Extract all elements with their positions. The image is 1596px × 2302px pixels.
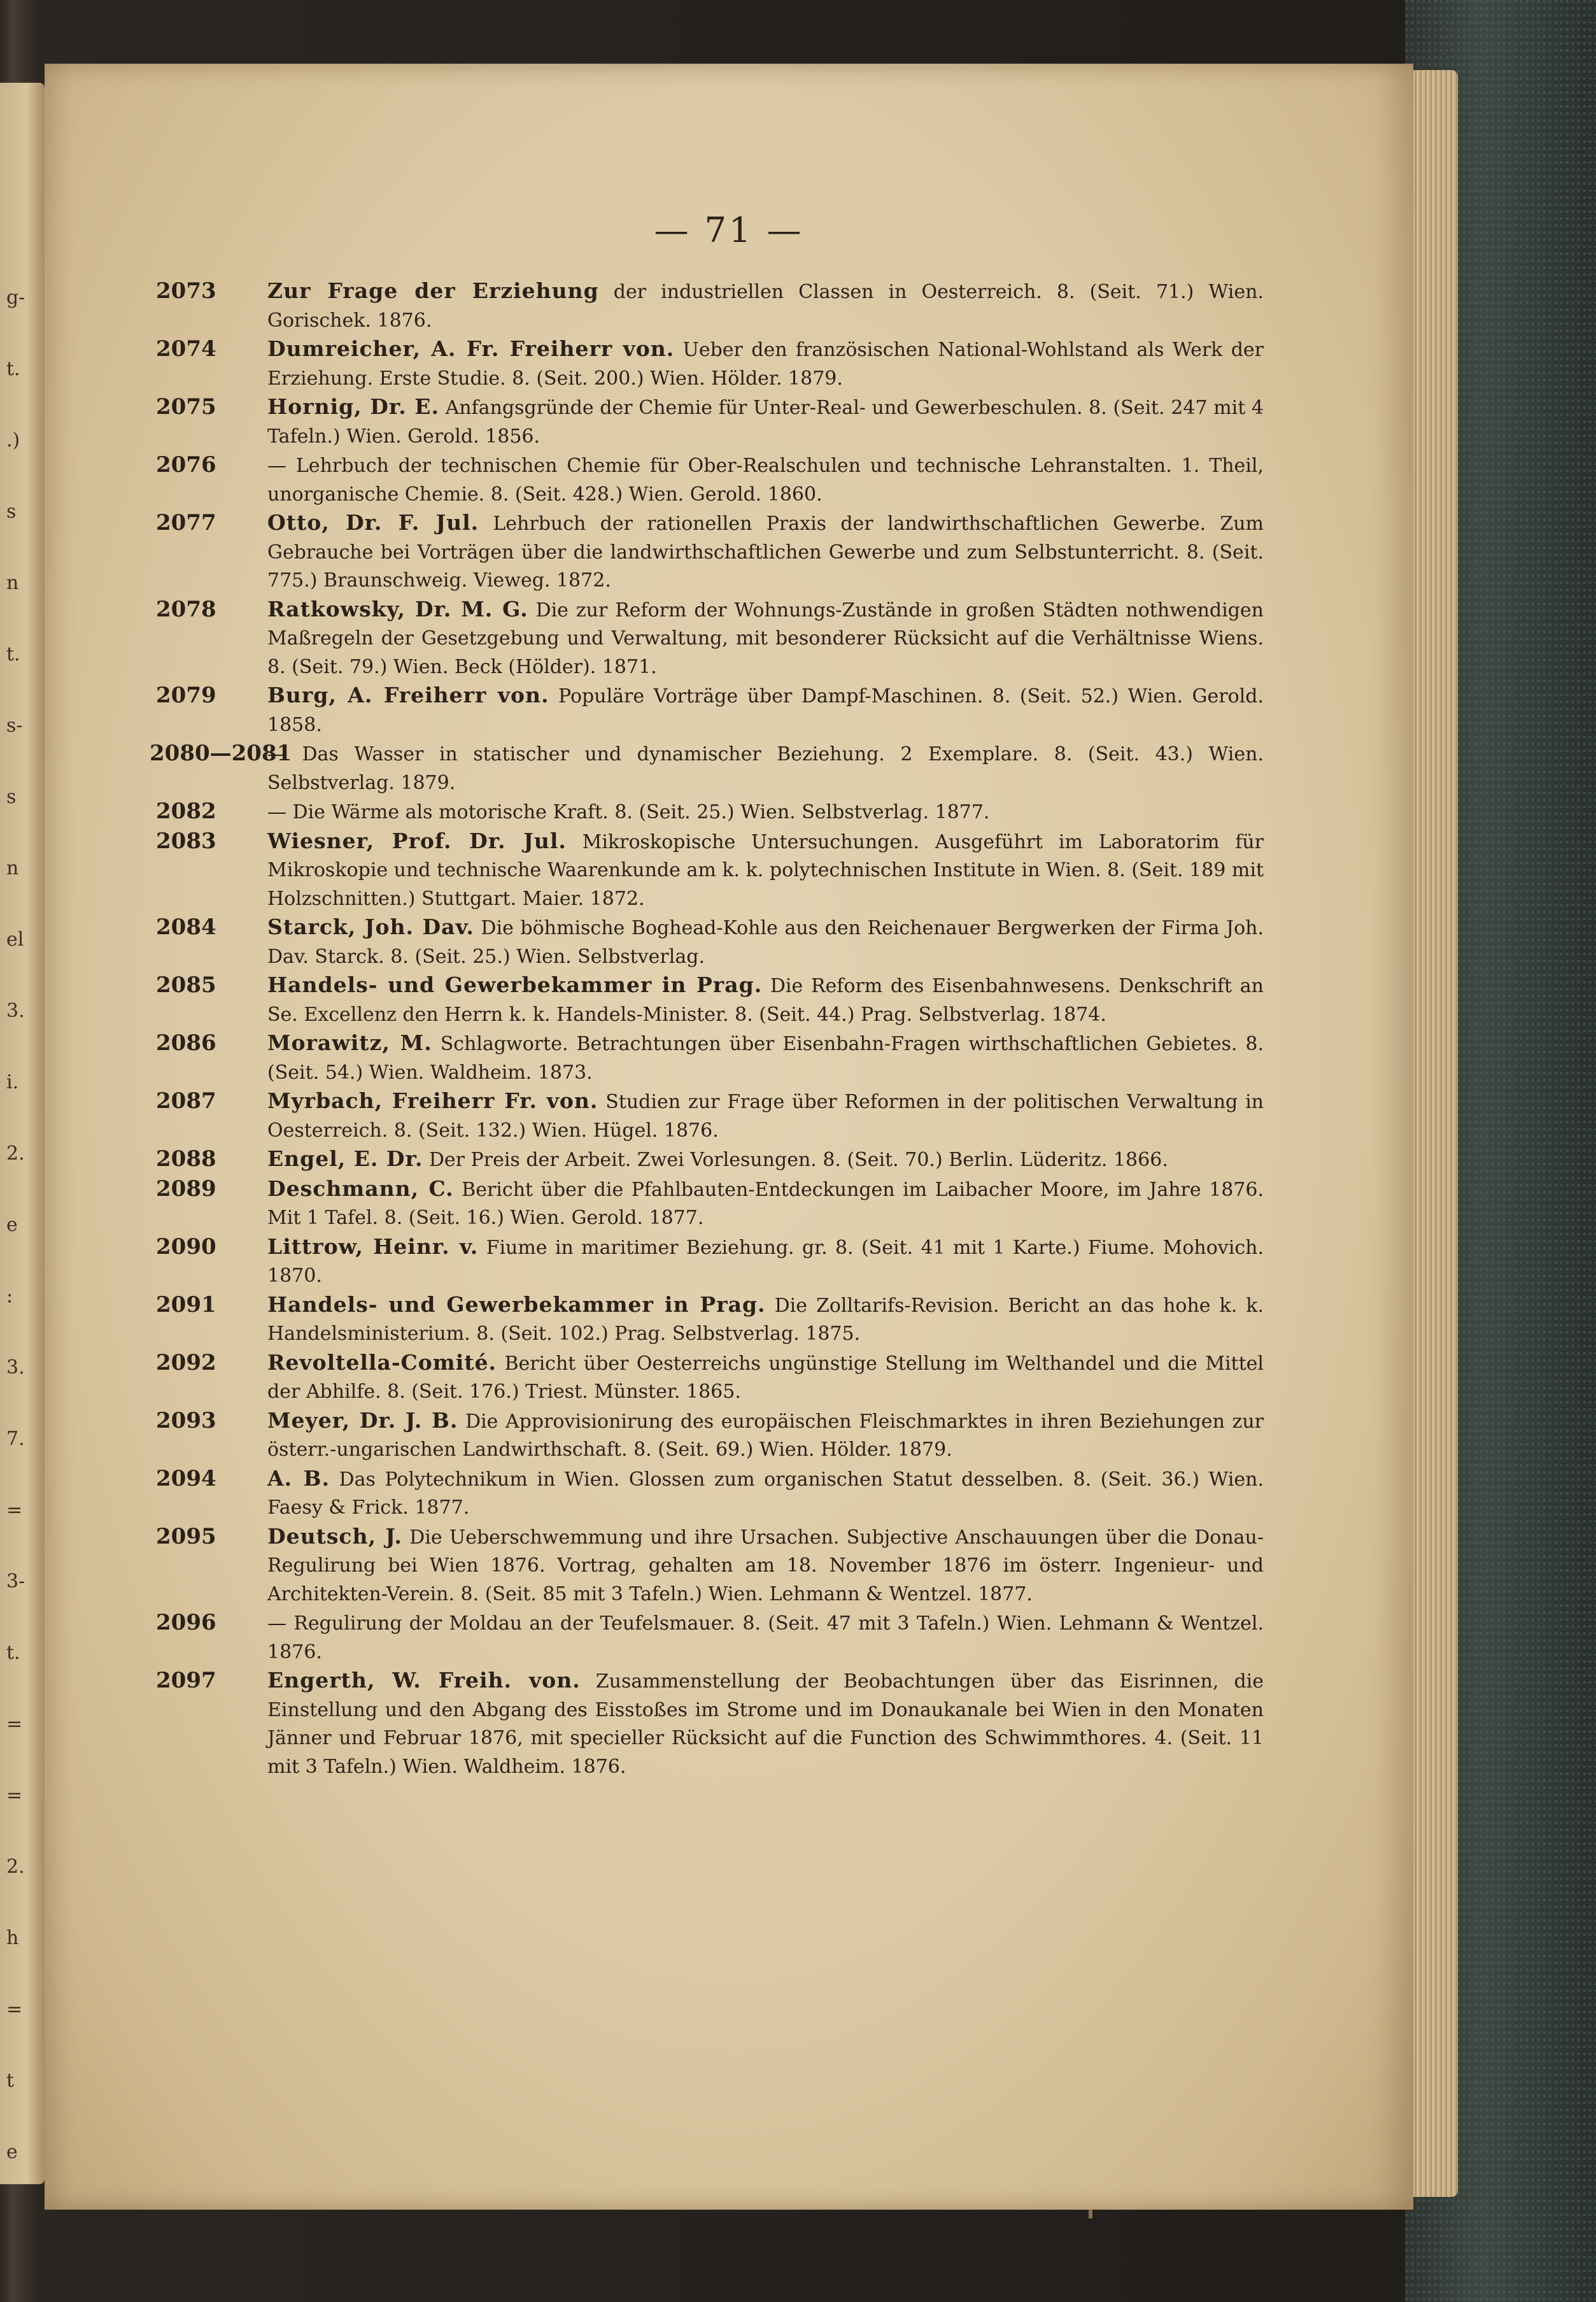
facing-page-fragment: : — [6, 1285, 13, 1307]
catalog-entry — [156, 1465, 1264, 1523]
entry-description: Das Polytechnikum in Wien. Glossen zum organischen Statut desselben. 8. (Seit. 36.) Wien. Faesy & Frick. 1877. — [267, 1468, 1264, 1519]
facing-page-fragment: i. — [6, 1071, 19, 1093]
facing-page-fragment: t. — [6, 358, 20, 380]
entry-number: 2090 — [156, 1233, 216, 1260]
entry-number: 2086 — [156, 1030, 216, 1056]
catalog-entry — [156, 1349, 1264, 1407]
catalog-entry — [156, 1666, 1264, 1781]
entry-number: 2092 — [156, 1349, 216, 1375]
entry-author: Handels- und Gewerbekammer in Prag. — [267, 972, 763, 997]
entry-author: Zur Frage der Erziehung — [267, 278, 599, 303]
entry-author: Morawitz, M. — [267, 1030, 432, 1055]
entry-author: Deschmann, C. — [267, 1176, 454, 1201]
facing-page-fragment: e — [6, 2141, 18, 2163]
catalog-entry — [156, 595, 1264, 682]
entry-author: Burg, A. Freiherr von. — [267, 683, 549, 707]
entry-number: 2096 — [156, 1610, 216, 1635]
facing-page-edge — [0, 83, 45, 2184]
entry-description: — Regulirung der Moldau an der Teufelsmauer. 8. (Seit. 47 mit 3 Tafeln.) Wien. Lehmann & Wentzel. 1876. — [267, 1612, 1264, 1663]
catalog-entry — [156, 797, 1264, 827]
entry-description: Bericht über Oesterreichs ungünstige Stellung im Welthandel und die Mittel der Abhilfe. 8. (Seit. 176.) Triest. Münster. 1865. — [267, 1352, 1264, 1403]
entry-number: 2094 — [156, 1465, 216, 1491]
facing-page-fragment: t. — [6, 643, 20, 665]
entry-number: 2089 — [156, 1176, 216, 1202]
catalog-entry — [156, 971, 1264, 1029]
catalog-entry — [156, 1407, 1264, 1465]
entry-number: 2097 — [156, 1668, 216, 1693]
entry-description: Die Reform des Eisenbahnwesens. Denkschrift an Se. Excellenz den Herrn k. k. Handels-Minister. 8. (Seit. 44.) Prag. Selbstverlag. 1874. — [267, 975, 1264, 1026]
facing-page-fragment: s- — [6, 714, 23, 737]
facing-page-fragment: e — [6, 1214, 18, 1236]
catalog-entry — [156, 1145, 1264, 1175]
catalog-entry — [156, 1523, 1264, 1609]
entry-description: — Lehrbuch der technischen Chemie für Ober-Realschulen und technische Lehranstalten. 1. Theil, unorganische Chemie. 8. (Seit. 428.) Wien. Gerold. 1860. — [267, 455, 1264, 506]
entry-number: 2084 — [156, 914, 216, 940]
page-number: — 71 — — [654, 210, 804, 250]
entry-author: A. B. — [267, 1465, 330, 1491]
entry-author: Dumreicher, A. Fr. Freiherr von. — [267, 336, 675, 361]
entry-description: Populäre Vorträge über Dampf-Maschinen. 8. (Seit. 52.) Wien. Gerold. 1858. — [267, 685, 1264, 736]
entry-number: 2093 — [156, 1407, 216, 1433]
facing-page-fragment: n — [6, 572, 19, 594]
entry-author: Starck, Joh. Dav. — [267, 914, 474, 939]
entry-description: Schlagworte. Betrachtungen über Eisenbahn-Fragen wirthschaftlichen Gebietes. 8. (Seit. 54.) Wien. Waldheim. 1873. — [267, 1033, 1264, 1084]
entry-number: 2083 — [156, 828, 216, 854]
entry-description: Die Ueberschwemmung und ihre Ursachen. Subjective Anschauungen über die Donau-Regulirung bei Wien 1876. Vortrag, gehalten am 18. November 1876 im österr. Ingenieur- und Architekten-Verein. 8. (Seit. 85 mit 3 Tafeln.) Wien. Lehmann & Wentzel. 1877. — [267, 1526, 1264, 1605]
entry-description: Ueber den französischen National-Wohlstand als Werk der Erziehung. Erste Studie. 8. (Seit. 200.) Wien. Hölder. 1879. — [267, 339, 1264, 390]
facing-page-fragment: = — [6, 1713, 23, 1735]
facing-page-fragment: t — [6, 2070, 15, 2092]
facing-page-fragment: el — [6, 928, 24, 951]
facing-page-fragment: g- — [6, 287, 25, 309]
catalog-entry — [156, 1291, 1264, 1349]
facing-page-fragment: s — [6, 786, 17, 808]
entry-author: Engel, E. Dr. — [267, 1146, 423, 1171]
catalog-entry — [156, 509, 1264, 595]
facing-page-fragment: h — [6, 1927, 19, 1949]
entry-description: Bericht über die Pfahlbauten-Entdeckungen im Laibacher Moore, im Jahre 1876. Mit 1 Tafel. 8. (Seit. 16.) Wien. Gerold. 1877. — [267, 1178, 1264, 1229]
facing-page-fragment: s — [6, 501, 17, 523]
entry-number: 2073 — [156, 278, 216, 304]
entry-description: Zusammenstellung der Beobachtungen über das Eisrinnen, die Einstellung und den Abgang des Eisstoßes im Strome und im Donaukanale bei Wien in den Monaten Jänner und Februar 1876, mit specieller Rücksicht auf die Function des Schwimmthores. 4. (Seit. 11 mit 3 Tafeln.) Wien. Waldheim. 1876. — [267, 1670, 1264, 1778]
entry-number: 2079 — [156, 683, 216, 708]
catalog-entry — [156, 1233, 1264, 1291]
facing-page-fragment: = — [6, 1998, 23, 2021]
catalog-entry — [156, 277, 1264, 335]
entry-number: 2080—2081 — [150, 741, 292, 766]
facing-page-fragment: = — [6, 1499, 23, 1521]
entry-author: Revoltella-Comité. — [267, 1349, 497, 1375]
catalog-entry — [156, 681, 1264, 739]
entry-description: Der Preis der Arbeit. Zwei Vorlesungen. 8. (Seit. 70.) Berlin. Lüderitz. 1866. — [423, 1149, 1168, 1171]
facing-page-fragment: 3. — [6, 1000, 25, 1022]
paper-speck — [1089, 2210, 1092, 2219]
entry-author: Handels- und Gewerbekammer in Prag. — [267, 1291, 766, 1317]
entry-number: 2082 — [156, 799, 216, 824]
entry-author: Hornig, Dr. E. — [267, 394, 439, 419]
entry-author: Ratkowsky, Dr. M. G. — [267, 596, 528, 622]
entry-author: Meyer, Dr. J. B. — [267, 1407, 458, 1433]
facing-page-fragment: 2. — [6, 1856, 25, 1878]
facing-page-fragment: 2. — [6, 1142, 25, 1165]
catalog-entry — [156, 1175, 1264, 1233]
entry-description: Die Approvisionirung des europäischen Fleischmarktes in ihren Beziehungen zur österr.-ungarischen Landwirthschaft. 8. (Seit. 69.) Wien. Hölder. 1879. — [267, 1410, 1264, 1461]
entry-number: 2076 — [156, 452, 216, 478]
facing-page-fragment: t. — [6, 1642, 20, 1664]
entry-description: Die Zolltarifs-Revision. Bericht an das hohe k. k. Handelsministerium. 8. (Seit. 102.) Prag. Selbstverlag. 1875. — [267, 1294, 1264, 1345]
entry-author: Deutsch, J. — [267, 1523, 402, 1549]
entry-description: Anfangsgründe der Chemie für Unter-Real- und Gewerbeschulen. 8. (Seit. 247 mit 4 Tafeln.) Wien. Gerold. 1856. — [267, 397, 1264, 448]
entry-author: Otto, Dr. F. Jul. — [267, 510, 479, 535]
entry-description: Fiume in maritimer Beziehung. gr. 8. (Seit. 41 mit 1 Karte.) Fiume. Mohovich. 1870. — [267, 1236, 1264, 1287]
catalog-entry — [156, 913, 1264, 971]
catalog-entries — [150, 277, 1264, 1781]
entry-description: der industriellen Classen in Oesterreich. 8. (Seit. 71.) Wien. Gorischek. 1876. — [267, 281, 1264, 332]
entry-number: 2078 — [156, 596, 216, 622]
entry-author: Wiesner, Prof. Dr. Jul. — [267, 828, 567, 853]
entry-description: Mikroskopische Untersuchungen. Ausgeführt im Laboratorim für Mikroskopie und technische Waarenkunde am k. k. polytechnischen Institute in Wien. 8. (Seit. 189 mit Holzschnitten.) Stuttgart. Maier. 1872. — [267, 830, 1264, 910]
catalog-entry — [150, 739, 1264, 797]
entry-author: Engerth, W. Freih. von. — [267, 1668, 581, 1693]
entry-description: — Die Wärme als motorische Kraft. 8. (Seit. 25.) Wien. Selbstverlag. 1877. — [267, 801, 990, 823]
facing-page-fragment: = — [6, 1784, 23, 1807]
entry-number: 2095 — [156, 1523, 216, 1549]
entry-description: Die böhmische Boghead-Kohle aus den Reichenauer Bergwerken der Firma Joh. Dav. Starck. 8. (Seit. 25.) Wien. Selbstverlag. — [267, 917, 1264, 968]
catalog-entry — [156, 1609, 1264, 1666]
book-page — [45, 64, 1413, 2210]
facing-page-fragment: 3- — [6, 1570, 25, 1593]
catalog-entry — [156, 827, 1264, 914]
catalog-entry — [156, 451, 1264, 509]
catalog-entry — [156, 1087, 1264, 1145]
entry-number: 2088 — [156, 1146, 216, 1172]
catalog-entry — [156, 335, 1264, 393]
facing-page-fragment: 7. — [6, 1428, 25, 1450]
entry-number: 2091 — [156, 1291, 216, 1318]
facing-page-fragment: .) — [6, 429, 20, 451]
facing-page-fragment: n — [6, 857, 19, 879]
entry-description: Die zur Reform der Wohnungs-Zustände in großen Städten nothwendigen Maßregeln der Gesetzgebung und Verwaltung, mit besonderer Rücksicht auf die Verhältnisse Wiens. 8. (Seit. 79.) Wien. Beck (Hölder). 1871. — [267, 599, 1264, 678]
entry-description: — Das Wasser in statischer und dynamischer Beziehung. 2 Exemplare. 8. (Seit. 43.) Wien. Selbstverlag. 1879. — [267, 743, 1264, 794]
entry-number: 2074 — [156, 336, 216, 362]
entry-author: Littrow, Heinr. v. — [267, 1233, 479, 1259]
entry-description: Studien zur Frage über Reformen in der politischen Verwaltung in Oesterreich. 8. (Seit. 132.) Wien. Hügel. 1876. — [267, 1091, 1264, 1142]
catalog-entry — [156, 393, 1264, 451]
facing-page-fragment: 3. — [6, 1356, 25, 1379]
entry-number: 2085 — [156, 972, 216, 998]
entry-number: 2077 — [156, 510, 216, 536]
entry-number: 2075 — [156, 394, 216, 420]
entry-number: 2087 — [156, 1088, 216, 1114]
catalog-entry — [156, 1029, 1264, 1087]
entry-description: Lehrbuch der rationellen Praxis der landwirthschaftlichen Gewerbe. Zum Gebrauche bei Vorträgen über die landwirthschaftlichen Gewerbe und zum Selbstunterricht. 8. (Seit. 775.) Braunschweig. Vieweg. 1872. — [267, 513, 1264, 592]
entry-author: Myrbach, Freiherr Fr. von. — [267, 1088, 598, 1113]
